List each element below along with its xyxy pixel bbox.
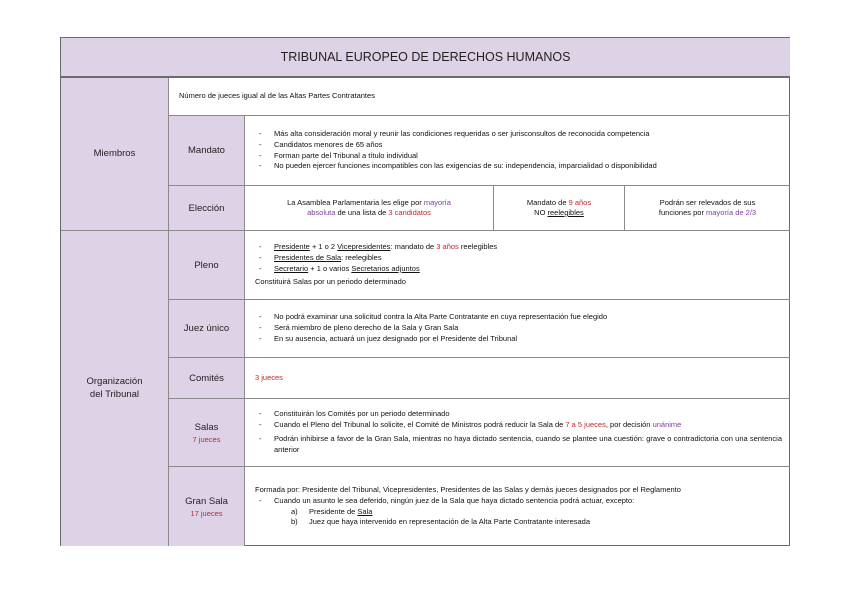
eleccion-text: NO [534,208,548,217]
salas-content [245,399,790,467]
list-item: - Forman parte del Tribunal a título individual [255,151,782,162]
list-item: - Candidatos menores de 65 años [255,140,782,151]
section-organizacion [61,231,169,546]
eleccion-absoluta: absoluta [307,208,336,217]
gran-sala-sub: 17 jueces [190,508,223,518]
eleccion-text: funciones por [658,208,707,217]
juez-unico-label-cell [169,300,245,358]
table-title [61,38,790,78]
numero-jueces-row [169,78,790,116]
pleno-label: Pleno [194,259,219,271]
list-item: a) Presidente de Sala [291,506,373,516]
list-item: - En su ausencia, actuará un juez designado por el Presidente del Tribunal [255,334,782,345]
table-title-text: TRIBUNAL EUROPEO DE DERECHOS HUMANOS [280,50,571,64]
list-item: - Presidentes de Sala: reelegibles [255,253,782,264]
mandato-label: Mandato [188,145,225,156]
pleno-label-cell [169,231,245,300]
section-organizacion-label-1: Organización [86,376,143,388]
eleccion-anos: 9 años [568,197,592,207]
eleccion-reelegibles: reelegibles [547,208,584,217]
mandato-list [255,129,782,173]
eleccion-candidatos: 3 candidatos [388,208,431,217]
section-miembros-label: Miembros [93,147,136,159]
gran-sala-list [255,496,782,507]
list-item: - Más alta consideración moral y reunir las condiciones requeridas o ser jurisconsultos de reconocida competencia [255,129,782,140]
eleccion-text: de una lista de [335,208,389,217]
list-item: b) Juez que haya intervenido en representación de la Alta Parte Contratante interesada [291,517,591,527]
list-item: - No podrá examinar una solicitud contra la Alta Parte Contratante en cuya representación fue elegido [255,312,782,323]
gran-sala-intro: Formada por: Presidente del Tribunal, Vicepresidentes, Presidentes de las Salas y demás jueces designados por el Reglamento [255,484,681,494]
eleccion-asamblea [245,186,494,231]
eleccion-text: Mandato de [526,197,569,207]
eleccion-text: Podrán ser relevados de sus [659,197,756,207]
list-item: - Cuando un asunto le sea deferido, ningún juez de la Sala que haya dictado sentencia podrá actuar, excepto: [255,496,782,507]
eleccion-text: La Asamblea Parlamentaria les elige por [287,197,424,207]
pleno-content [245,231,790,300]
comites-label-cell [169,358,245,399]
eleccion-label: Elección [188,202,225,214]
gran-sala-label-cell [169,467,245,546]
pleno-note: Constituirá Salas por un periodo determinado [255,276,406,286]
juez-unico-list [255,312,782,345]
mandato-label-cell [169,116,245,186]
juez-unico-content [245,300,790,358]
eleccion-relevo [625,186,790,231]
list-item: - Podrán inhibirse a favor de la Gran Sala, mientras no haya dictado sentencia, cuando se plantee una cuestión: grave o contradictoria con una sentencia anterior [255,434,782,456]
juez-unico-label: Juez único [183,323,230,334]
eleccion-mayoria-2-3: mayoría de 2/3 [706,208,757,217]
pleno-list [255,242,782,275]
section-organizacion-label-2: del Tribunal [89,388,140,400]
list-item: - No pueden ejercer funciones incompatibles con las exigencias de su: independencia, imparcialidad o disponibilidad [255,161,782,172]
salas-list [255,409,782,456]
mandato-content [245,116,790,186]
eleccion-label-cell [169,186,245,231]
gran-sala-exceptions [255,507,782,529]
comites-value: 3 jueces [255,372,283,382]
court-table [60,37,790,546]
list-item: - Constituirán los Comités por un periodo determinado [255,409,782,420]
section-miembros [61,78,169,231]
salas-sub: 7 jueces [192,434,221,444]
list-item: - Presidente + 1 o 2 Vicepresidentes: mandato de 3 años reelegibles [255,242,782,253]
list-item: - Cuando el Pleno del Tribunal lo solicite, el Comité de Ministros podrá reducir la Sala de 7 a 5 jueces, por decisión unánime [255,420,782,431]
salas-label: Salas [194,421,219,433]
list-item: - Será miembro de pleno derecho de la Sala y Gran Sala [255,323,782,334]
gran-sala-content [245,467,790,546]
comites-content [245,358,790,399]
gran-sala-label: Gran Sala [185,495,228,507]
comites-label: Comités [189,372,224,384]
eleccion-mayoria: mayoría [423,197,451,207]
eleccion-mandato [494,186,625,231]
salas-label-cell [169,399,245,467]
list-item: - Secretario + 1 o varios Secretarios adjuntos [255,264,782,275]
numero-jueces-text: Número de jueces igual al de las Altas Partes Contratantes [179,91,375,101]
